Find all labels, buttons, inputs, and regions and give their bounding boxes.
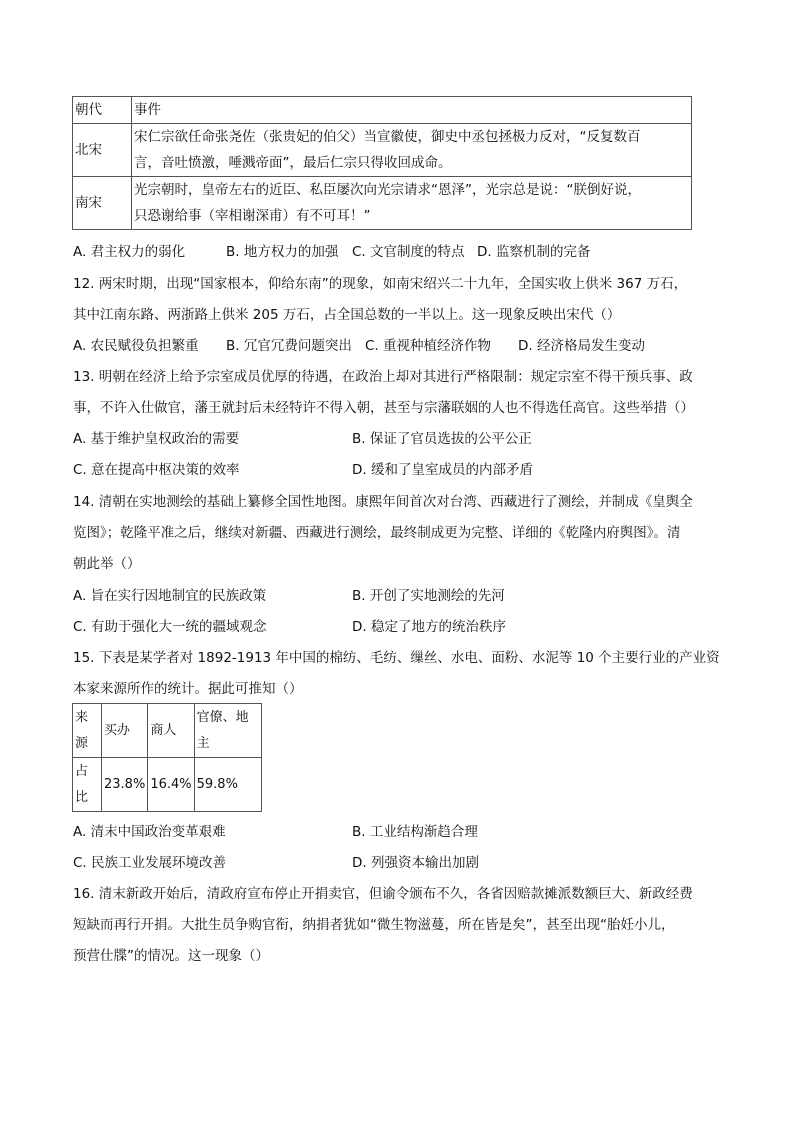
q15-option-b: B. 工业结构渐趋合理 <box>352 824 478 840</box>
q14-stem-line-3: 朝此举（） <box>73 556 141 572</box>
table-row <box>73 124 692 177</box>
capital-source-table <box>72 703 262 812</box>
q13-stem-line-2: 事，不许入仕做官，藩王就封后未经特许不得入朝，甚至与宗藩联姻的人也不得选任高官。这些举措（） <box>73 400 694 416</box>
q13-option-b: B. 保证了官员选拔的公平公正 <box>352 431 532 447</box>
q13-stem-line-1: 13. 明朝在经济上给予宗室成员优厚的待遇，在政治上却对其进行严格限制：规定宗室不得干预兵事、政 <box>73 369 693 385</box>
q11-option-c: C. 文官制度的特点 <box>352 244 465 260</box>
q14-stem-line-2: 览图》；乾隆平准之后，继续对新疆、西藏进行测绘，最终制成更为完整、详细的《乾隆内府舆图》。清 <box>73 525 681 541</box>
q16-stem-line-2: 短缺而再行开捐。大批生员争购官衔，纳捐者犹如“微生物滋蔓，所在皆是矣”，甚至出现“胎妊小儿， <box>73 917 675 933</box>
table-row <box>73 704 262 758</box>
q14-option-b: B. 开创了实地测绘的先河 <box>352 588 505 604</box>
q14-stem-line-1: 14. 清朝在实地测绘的基础上纂修全国性地图。康熙年间首次对台湾、西藏进行了测绘，并制成《皇舆全 <box>73 494 693 510</box>
dynasty-cell: 北宋 <box>73 124 132 177</box>
q15-option-a: A. 清末中国政治变革艰难 <box>73 824 226 840</box>
event-line: 光宗朝时，皇帝左右的近臣、私臣屡次向光宗请求“恩泽”，光宗总是说：“朕倒好说， <box>134 182 641 198</box>
q12-stem-line-2: 其中江南东路、两浙路上供米 205 万石，占全国总数的一半以上。这一现象反映出宋代（） <box>73 307 621 323</box>
q16-stem-line-3: 预营仕牒”的情况。这一现象（） <box>73 948 269 964</box>
q12-option-c: C. 重视种植经济作物 <box>365 338 492 354</box>
value-merchant: 16.4% <box>148 758 194 812</box>
label-source: 来源 <box>73 704 102 758</box>
value-official-landlord: 59.8% <box>194 758 261 812</box>
q15-option-c: C. 民族工业发展环境改善 <box>73 855 227 871</box>
q11-option-b: B. 地方权力的加强 <box>226 244 339 260</box>
event-line: 只恐谢给事（宰相谢深甫）有不可耳！” <box>134 208 371 224</box>
q14-option-c: C. 有助于强化大一统的疆域观念 <box>73 619 267 635</box>
header-merchant: 商人 <box>148 704 194 758</box>
q14-option-d: D. 稳定了地方的统治秩序 <box>352 619 506 635</box>
header-dynasty: 朝代 <box>73 97 132 124</box>
dynasty-cell: 南宋 <box>73 177 132 230</box>
q12-stem-line-1: 12. 两宋时期，出现“国家根本，仰给东南”的现象，如南宋绍兴二十九年，全国实收上供米 367 万石， <box>73 276 688 292</box>
events-table <box>72 96 692 230</box>
table-row <box>73 758 262 812</box>
q12-option-b: B. 冗官冗费问题突出 <box>226 338 352 354</box>
q16-stem-line-1: 16. 清末新政开始后，清政府宣布停止开捐卖官，但谕令颁布不久，各省因赔款摊派数额巨大、新政经费 <box>73 886 693 902</box>
header-event: 事件 <box>132 97 692 124</box>
q12-option-d: D. 经济格局发生变动 <box>518 338 645 354</box>
event-line: 宋仁宗欲任命张尧佐（张贵妃的伯父）当宣徽使，御史中丞包拯极力反对，“反复数百 <box>134 129 641 145</box>
q13-option-a: A. 基于维护皇权政治的需要 <box>73 431 240 447</box>
q11-option-d: D. 监察机制的完备 <box>477 244 591 260</box>
q15-stem-line-2: 本家来源所作的统计。据此可推知（） <box>73 681 303 697</box>
q13-option-c: C. 意在提高中枢决策的效率 <box>73 462 240 478</box>
header-comprador: 买办 <box>102 704 148 758</box>
event-line: 言，音吐愤激，唾溅帝面”，最后仁宗只得收回成命。 <box>134 155 452 171</box>
value-comprador: 23.8% <box>102 758 148 812</box>
event-cell <box>132 124 692 177</box>
q13-option-d: D. 缓和了皇室成员的内部矛盾 <box>352 462 533 478</box>
event-cell <box>132 177 692 230</box>
label-share: 占比 <box>73 758 102 812</box>
q12-option-a: A. 农民赋役负担繁重 <box>73 338 199 354</box>
table-row <box>73 177 692 230</box>
q11-option-a: A. 君主权力的弱化 <box>73 244 186 260</box>
table-header-row <box>73 97 692 124</box>
q15-stem-line-1: 15. 下表是某学者对 1892-1913 年中国的棉纺、毛纺、缫丝、水电、面粉、水泥等 10 个主要行业的产业资 <box>73 650 720 666</box>
header-official-landlord: 官僚、地主 <box>194 704 261 758</box>
q14-option-a: A. 旨在实行因地制宜的民族政策 <box>73 588 267 604</box>
q15-option-d: D. 列强资本输出加剧 <box>352 855 479 871</box>
